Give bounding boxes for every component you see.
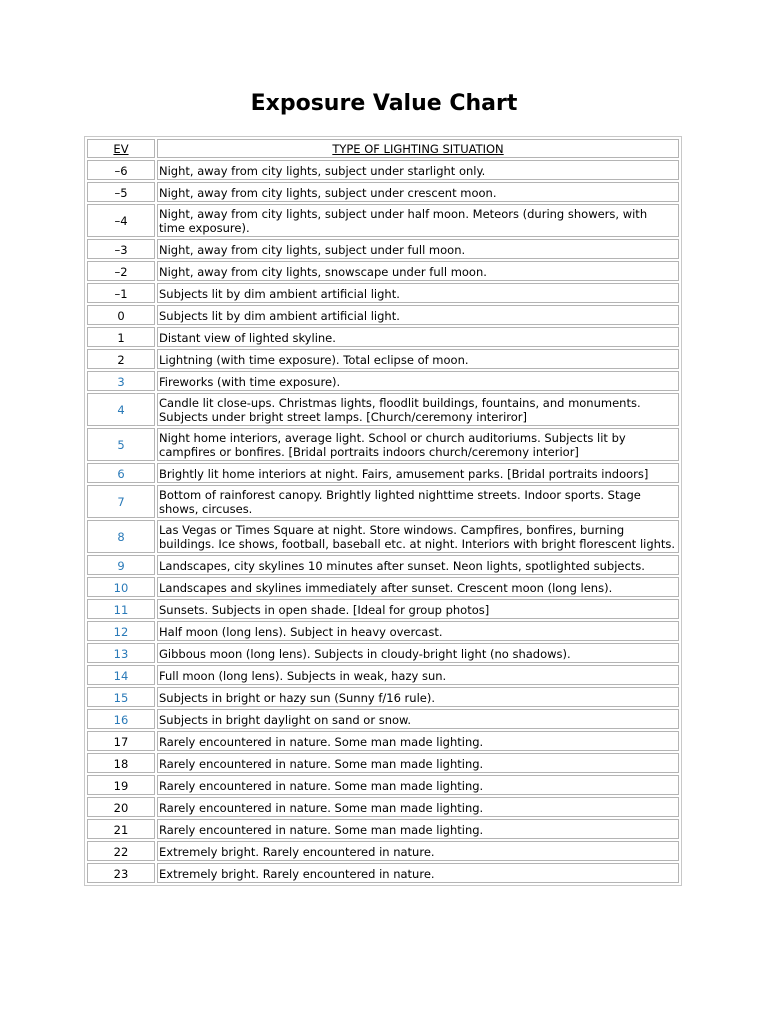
lighting-situation-column-header: TYPE OF LIGHTING SITUATION [157, 139, 679, 158]
table-row [87, 349, 679, 369]
table-row [87, 371, 679, 391]
table-row [87, 305, 679, 325]
lighting-description-cell: Fireworks (with time exposure). [157, 371, 679, 391]
table-row [87, 841, 679, 861]
ev-value-cell: –3 [87, 239, 155, 259]
ev-value-cell: 14 [87, 665, 155, 685]
table-row [87, 863, 679, 883]
ev-value-cell: 2 [87, 349, 155, 369]
lighting-description-cell: Night, away from city lights, subject under half moon. Meteors (during showers, with time exposure). [157, 204, 679, 237]
ev-value-cell: 5 [87, 428, 155, 461]
lighting-description-cell: Rarely encountered in nature. Some man made lighting. [157, 797, 679, 817]
table-row [87, 643, 679, 663]
table-row [87, 753, 679, 773]
table-row [87, 182, 679, 202]
lighting-description-cell: Gibbous moon (long lens). Subjects in cloudy-bright light (no shadows). [157, 643, 679, 663]
ev-value-cell: 7 [87, 485, 155, 518]
ev-value-cell: 19 [87, 775, 155, 795]
lighting-description-cell: Sunsets. Subjects in open shade. [Ideal for group photos] [157, 599, 679, 619]
ev-value-cell: 22 [87, 841, 155, 861]
lighting-description-cell: Rarely encountered in nature. Some man made lighting. [157, 775, 679, 795]
lighting-description-cell: Extremely bright. Rarely encountered in nature. [157, 863, 679, 883]
ev-value-cell: 11 [87, 599, 155, 619]
ev-value-cell: 8 [87, 520, 155, 553]
lighting-description-cell: Candle lit close-ups. Christmas lights, floodlit buildings, fountains, and monuments. Subjects under bright street lamps. [Church/ceremony interiror] [157, 393, 679, 426]
ev-value-cell: 9 [87, 555, 155, 575]
ev-value-cell: 10 [87, 577, 155, 597]
table-row [87, 485, 679, 518]
lighting-description-cell: Extremely bright. Rarely encountered in nature. [157, 841, 679, 861]
table-row [87, 709, 679, 729]
table-body [87, 160, 679, 883]
ev-value-cell: 4 [87, 393, 155, 426]
lighting-description-cell: Rarely encountered in nature. Some man made lighting. [157, 731, 679, 751]
table-row [87, 577, 679, 597]
lighting-description-cell: Half moon (long lens). Subject in heavy overcast. [157, 621, 679, 641]
lighting-description-cell: Night, away from city lights, snowscape under full moon. [157, 261, 679, 281]
lighting-description-cell: Distant view of lighted skyline. [157, 327, 679, 347]
ev-value-cell: –2 [87, 261, 155, 281]
lighting-description-cell: Brightly lit home interiors at night. Fairs, amusement parks. [Bridal portraits indoors] [157, 463, 679, 483]
lighting-description-cell: Rarely encountered in nature. Some man made lighting. [157, 819, 679, 839]
lighting-description-cell: Night, away from city lights, subject under crescent moon. [157, 182, 679, 202]
table-row [87, 687, 679, 707]
table-row [87, 327, 679, 347]
lighting-description-cell: Subjects lit by dim ambient artificial light. [157, 305, 679, 325]
ev-value-cell: 23 [87, 863, 155, 883]
lighting-description-cell: Lightning (with time exposure). Total eclipse of moon. [157, 349, 679, 369]
lighting-description-cell: Landscapes and skylines immediately after sunset. Crescent moon (long lens). [157, 577, 679, 597]
lighting-description-cell: Landscapes, city skylines 10 minutes after sunset. Neon lights, spotlighted subjects. [157, 555, 679, 575]
ev-value-cell: 15 [87, 687, 155, 707]
ev-value-cell: 21 [87, 819, 155, 839]
table-row [87, 393, 679, 426]
ev-value-cell: 1 [87, 327, 155, 347]
lighting-description-cell: Subjects in bright or hazy sun (Sunny f/16 rule). [157, 687, 679, 707]
ev-value-cell: 17 [87, 731, 155, 751]
page-title: Exposure Value Chart [250, 91, 518, 116]
ev-value-cell: –6 [87, 160, 155, 180]
table-row [87, 520, 679, 553]
ev-value-cell: 16 [87, 709, 155, 729]
table-row [87, 261, 679, 281]
table-row [87, 819, 679, 839]
table-row [87, 797, 679, 817]
lighting-description-cell: Subjects lit by dim ambient artificial light. [157, 283, 679, 303]
exposure-value-table [84, 136, 682, 886]
ev-value-cell: 3 [87, 371, 155, 391]
lighting-description-cell: Full moon (long lens). Subjects in weak, hazy sun. [157, 665, 679, 685]
lighting-description-cell: Night, away from city lights, subject under full moon. [157, 239, 679, 259]
table-row [87, 621, 679, 641]
ev-column-header: EV [87, 139, 155, 158]
table-row [87, 463, 679, 483]
ev-value-cell: 18 [87, 753, 155, 773]
ev-value-cell: –1 [87, 283, 155, 303]
table-row [87, 665, 679, 685]
table-row [87, 775, 679, 795]
ev-value-cell: 20 [87, 797, 155, 817]
ev-value-cell: –4 [87, 204, 155, 237]
table-row [87, 599, 679, 619]
ev-value-cell: 13 [87, 643, 155, 663]
lighting-description-cell: Night home interiors, average light. School or church auditoriums. Subjects lit by campfires or bonfires. [Bridal portraits indoors church/ceremony interior] [157, 428, 679, 461]
table-row [87, 283, 679, 303]
ev-value-cell: 12 [87, 621, 155, 641]
table-row [87, 428, 679, 461]
ev-value-cell: –5 [87, 182, 155, 202]
lighting-description-cell: Night, away from city lights, subject under starlight only. [157, 160, 679, 180]
lighting-description-cell: Las Vegas or Times Square at night. Store windows. Campfires, bonfires, burning buildings. Ice shows, football, baseball etc. at night. Interiors with bright florescent lights. [157, 520, 679, 553]
table-row [87, 555, 679, 575]
table-row [87, 239, 679, 259]
lighting-description-cell: Rarely encountered in nature. Some man made lighting. [157, 753, 679, 773]
ev-value-cell: 6 [87, 463, 155, 483]
table-row [87, 160, 679, 180]
lighting-description-cell: Subjects in bright daylight on sand or snow. [157, 709, 679, 729]
ev-value-cell: 0 [87, 305, 155, 325]
table-row [87, 731, 679, 751]
table-header-row [87, 139, 679, 158]
lighting-description-cell: Bottom of rainforest canopy. Brightly lighted nighttime streets. Indoor sports. Stage shows, circuses. [157, 485, 679, 518]
table-row [87, 204, 679, 237]
